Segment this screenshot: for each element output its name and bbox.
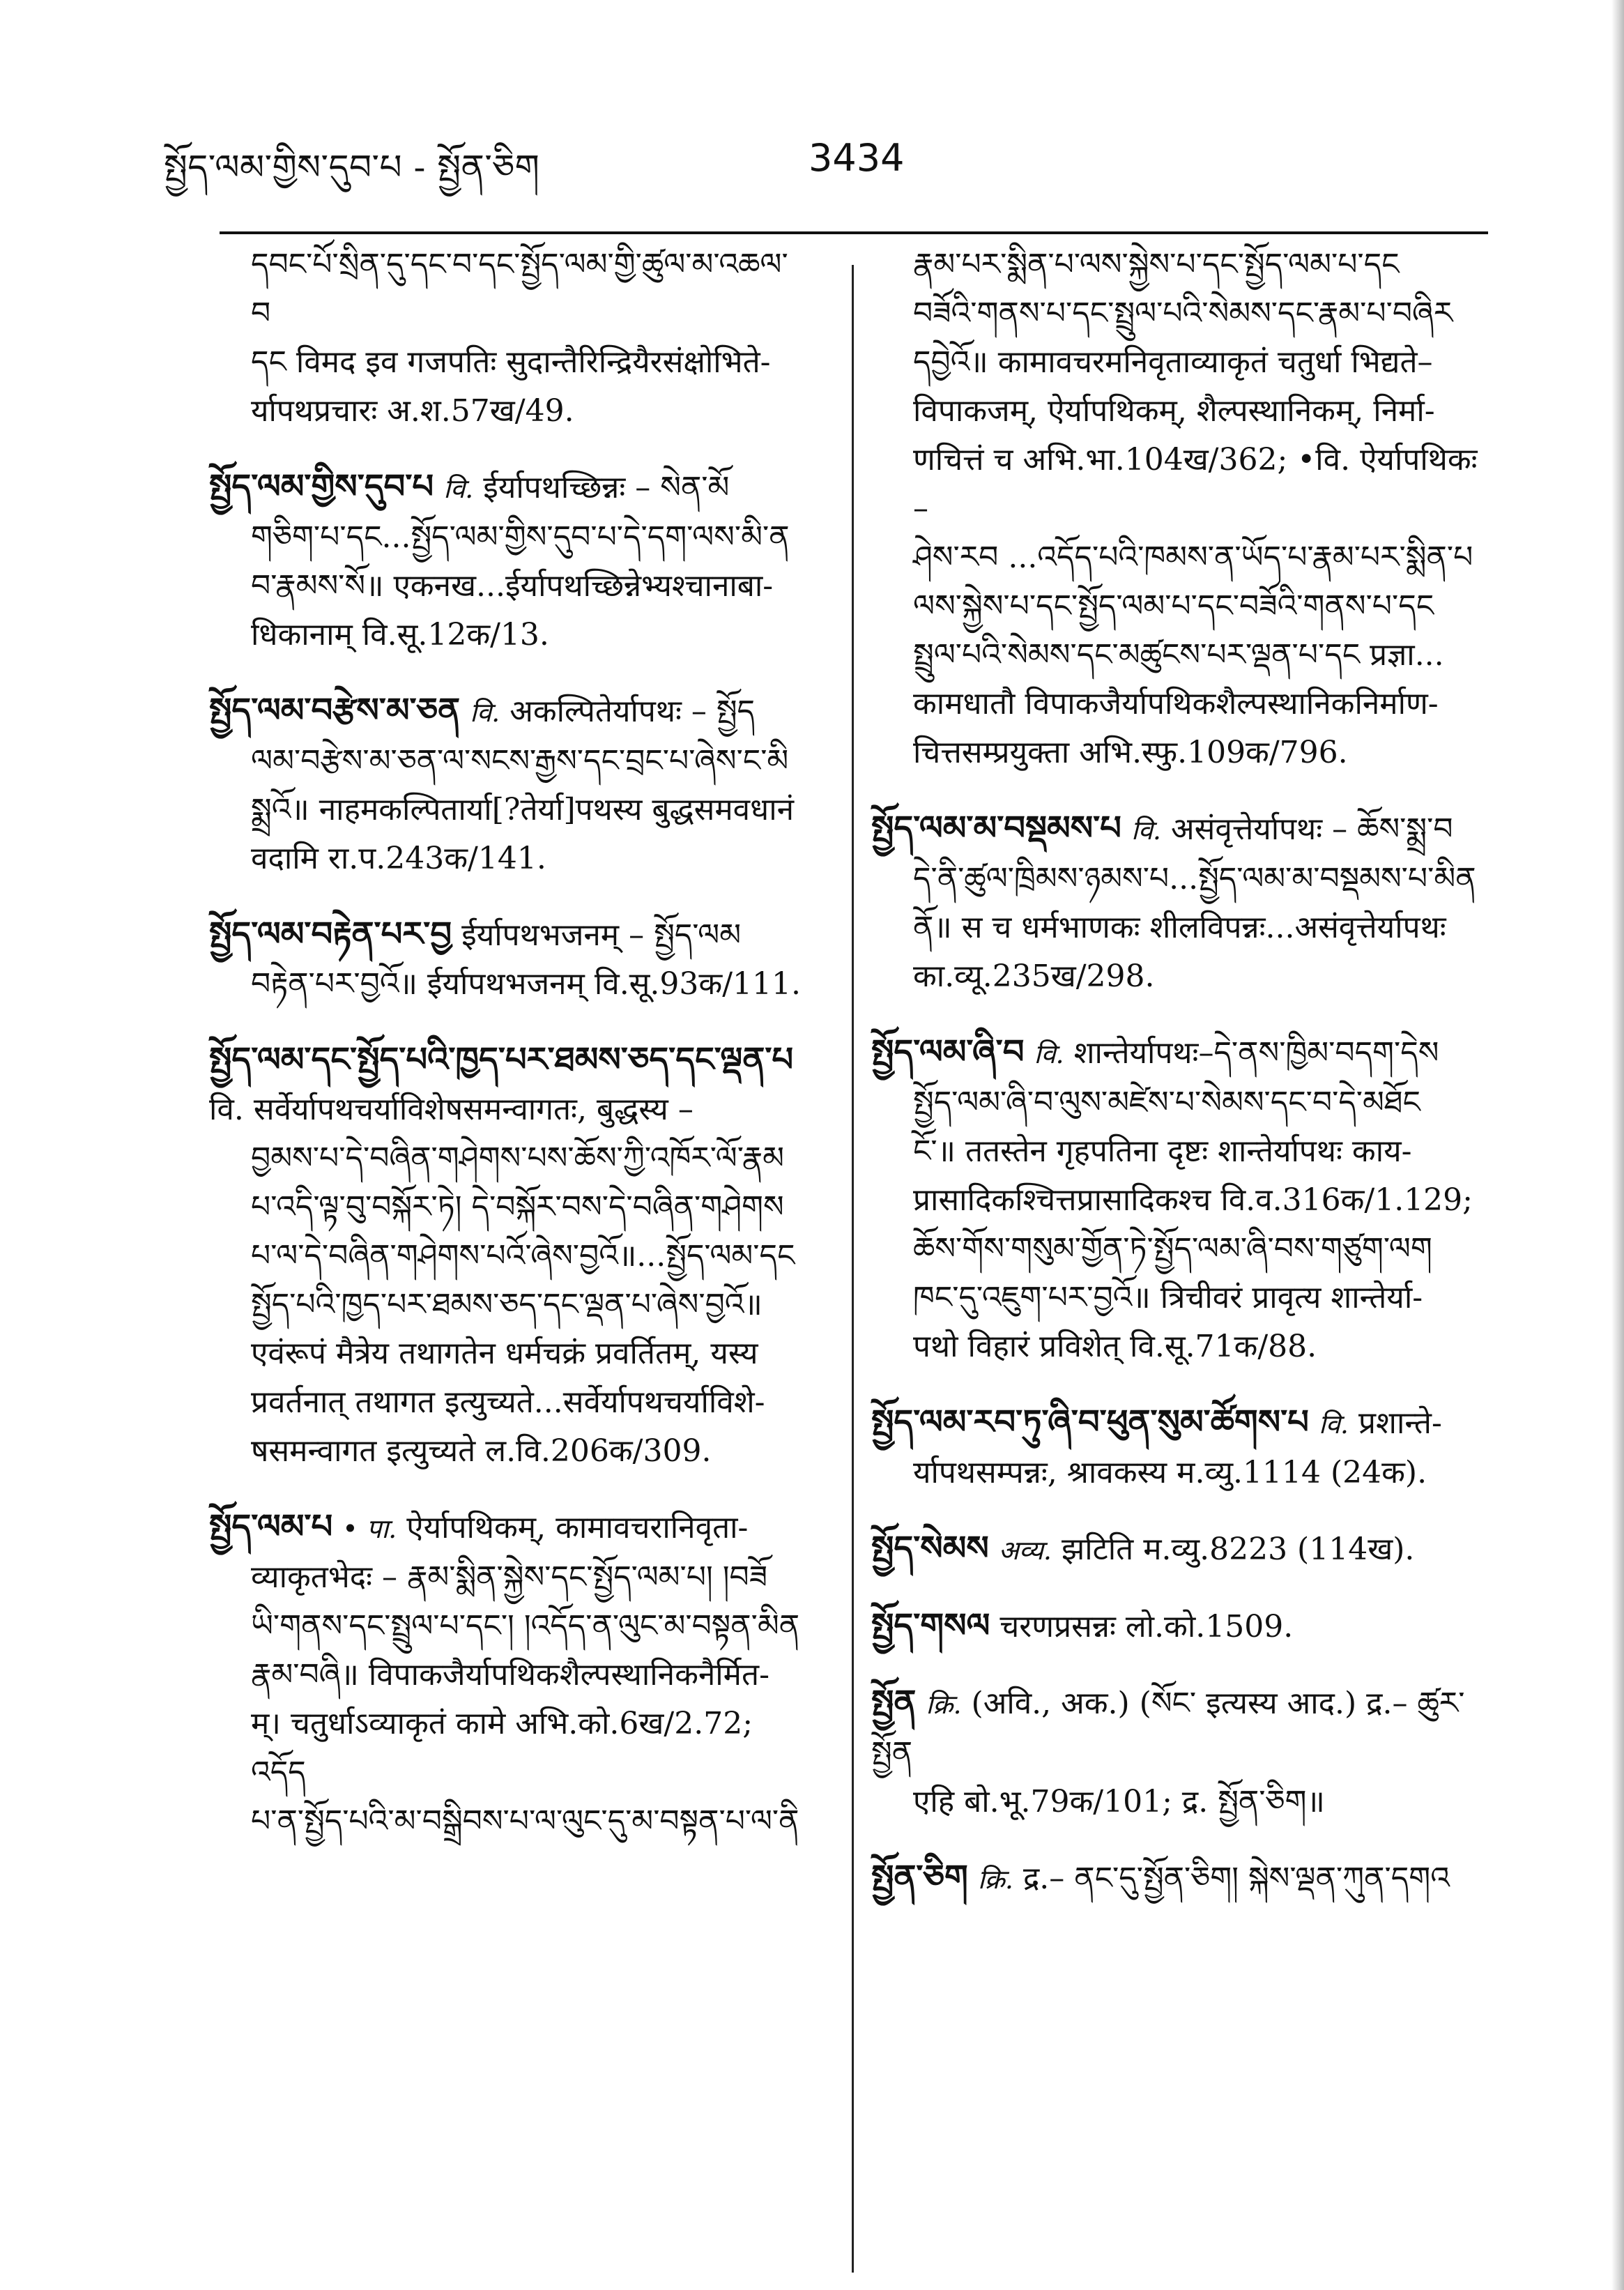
page-header: [0, 0, 1624, 230]
entry-text: द्र.– ནང་དུ་སྤྱོན་ཅིག། སྐེས་ལྡན་ཀུན་དགའ: [1022, 1861, 1450, 1896]
entry-line: [209, 562, 802, 611]
entry-text: वि. सर्वेर्यापथचर्याविशेषसमन्वागतः, बुद्धस्य –: [209, 1092, 694, 1127]
grammar-label: • पा.: [342, 1513, 397, 1544]
dictionary-entry: [871, 1601, 1485, 1651]
headword: སྤྱོད་གསལ: [871, 1606, 990, 1645]
headword: སྤྱོན: [871, 1683, 917, 1722]
entry-line: [871, 952, 1485, 1001]
dictionary-entry: [871, 241, 1485, 777]
entry-line: [871, 338, 1485, 387]
entry-line: [871, 1078, 1485, 1127]
column-divider: [852, 265, 854, 2273]
entry-line: [871, 1778, 1485, 1826]
entry-line: [209, 1602, 802, 1651]
dictionary-entry: [209, 1035, 802, 1476]
entry-line: [871, 631, 1485, 680]
entry-line: [209, 513, 802, 562]
entry-text: ऐर्यापथिकम्, कामावचरानिवृता-: [406, 1510, 749, 1545]
entry-line: [209, 611, 802, 659]
headword: སྤྱོད་ལམ་དང་སྤྱོད་པའི་ཁྱད་པར་ཐམས་ཅད་དང་ལྡན་པ: [209, 1040, 794, 1079]
entry-text: वदामि रा.प.243क/141.: [251, 841, 546, 876]
entry-line: [871, 436, 1485, 533]
entry-text: ལས་སྐྱེས་པ་དང་སྤྱོད་ལམ་པ་དང་བཟོའི་གནས་པ་དང: [913, 588, 1434, 624]
grammar-label: वि.: [1318, 1409, 1349, 1440]
entry-line: [871, 680, 1485, 728]
entry-text: म्। चतुर्धाऽव्याकृतं कामे अभि.को.6ख/2.72; འདོད: [251, 1706, 753, 1790]
dictionary-entry: [209, 462, 802, 659]
entry-line: [871, 728, 1485, 777]
entry-line: [871, 241, 1485, 289]
dictionary-entry: [871, 1678, 1485, 1826]
headword: སྤྱོད་ལམ་བརྩེས་མ་ཅན: [209, 691, 461, 730]
entry-line: [209, 1700, 802, 1797]
entry-text: རྣམ་པར་སྨིན་པ་ལས་སྐྱེས་པ་དང་སྤྱོད་ལམ་པ་དང: [913, 247, 1400, 282]
entry-text: शान्तेर्यापथः–དེ་ནས་ཁྱིམ་བདག་དེས: [1073, 1035, 1439, 1071]
left-column: [209, 241, 802, 1872]
entry-text: པ་འདི་ལྟ་བུ་བསྐོར་ཏེ། དེ་བསྐོར་བས་དེ་བཞིན་གཤེགས: [251, 1189, 784, 1225]
entry-text: དབང་པོ་སྲིན་དུ་དང་བ་དང་སྤྱོད་ལམ་གྱི་ཚུལ་མ་འཆལ་བ: [251, 247, 788, 331]
entry-line: [871, 289, 1485, 338]
dictionary-entry: [871, 1028, 1485, 1371]
entry-line: [209, 387, 802, 436]
entry-text: ཁང་དུ་འཇུག་པར་བྱའོ॥ त्रिचीवरं प्रावृत्य शान्तेर्या-: [913, 1280, 1423, 1315]
headword: སྤྱོད་ལམ་རབ་ཏུ་ཞི་བ་ཕུན་སུམ་ཚོགས་པ: [871, 1403, 1309, 1442]
entry-line: [871, 1176, 1485, 1225]
entry-text: པ་ན་སྤྱོད་པའི་མ་བསྒྲིབས་པ་ལ་ལུང་དུ་མ་བསྟན་པ་ལ་ནི: [251, 1803, 799, 1839]
entry-text: བ་རྣམས་སོ॥ एकनख...ईर्यापथच्छिन्नेभ्यश्चानाबा-: [251, 568, 774, 604]
entry-line: [871, 533, 1485, 582]
entry-line: [209, 338, 802, 387]
entry-text: र्यापथसम्पन्नः, श्रावकस्य म.व्यु.1114 (24क).: [913, 1455, 1427, 1490]
entry-line: [209, 1232, 802, 1281]
entry-line: [209, 960, 802, 1009]
headword: སྤྱོད་ལམ་མ་བསྡམས་པ: [871, 809, 1121, 848]
entry-line: [209, 786, 802, 834]
entry-text: व्याकृतभेदः – རྣམ་སྨིན་སྐྱེས་དང་སྤྱོད་ལམ་པ། །བཟོ: [251, 1559, 768, 1595]
entry-line: [209, 1035, 802, 1134]
entry-text: (अवि., अक.) (སོང་ इत्यस्य आद.) द्र.– ཚུར་སྤྱོན: [871, 1686, 1465, 1771]
entry-text: བྱམས་པ་དེ་བཞིན་གཤེགས་པས་ཆོས་ཀྱི་འཁོར་ལོ་རྣམ: [251, 1140, 784, 1176]
headword: སྤྱོད་ལམ་ཞི་བ: [871, 1032, 1025, 1071]
entry-text: ལམ་བརྩེས་མ་ཅན་ལ་སངས་རྒྱས་དང་བྲང་པ་ཞེས་ང་མི: [251, 743, 789, 779]
header-rule: [220, 231, 1488, 234]
grammar-label: अव्य.: [998, 1535, 1052, 1566]
entry-text: असंवृत्तेर्यापथः – ཆོས་སྨྲ་བ: [1171, 811, 1453, 847]
dictionary-entry: [209, 241, 802, 436]
entry-line: [209, 1651, 802, 1700]
grammar-label: क्रि.: [926, 1689, 962, 1720]
entry-text: प्रशान्ते-: [1358, 1405, 1442, 1441]
entry-line: [209, 1134, 802, 1183]
entry-line: [871, 1524, 1485, 1575]
entry-text: སྤྱོད་པའི་ཁྱད་པར་ཐམས་ཅད་དང་ལྡན་པ་ཞེས་བྱའོ॥: [251, 1287, 763, 1322]
entry-line: [209, 1427, 802, 1476]
entry-text: ईर्यापथभजनम् – སྤྱོད་ལམ: [461, 917, 742, 953]
entry-line: [209, 686, 802, 737]
entry-text: བཟོའི་གནས་པ་དང་སྤྲུལ་པའི་སེམས་དང་རྣམ་པ་བཞིར: [913, 296, 1453, 331]
entry-text: प्रवर्तनात् तथागत इत्युच्यते...सर्वेर्यापथचर्याविशे-: [251, 1384, 765, 1420]
entry-text: र्यापथप्रचारः अ.श.57ख/49.: [251, 393, 574, 429]
entry-line: [209, 1183, 802, 1232]
entry-line: [209, 737, 802, 786]
dictionary-entry: [209, 686, 802, 883]
entry-text: अकल्पितेर्यापथः – སྤྱོད: [510, 694, 756, 729]
entry-text: དང विमद इव गजपतिः सुदान्तैरिन्द्रियैरसंक्षोभिते-: [251, 344, 771, 380]
entry-line: [871, 1127, 1485, 1176]
entry-line: [871, 387, 1485, 436]
entry-line: [209, 1281, 802, 1329]
entry-text: རྣམ་བཞི॥ विपाकजैर्यापथिकशैल्पस्थानिकनैर्मित-: [251, 1657, 769, 1693]
headword: སྤྱོད་ལམ་གྱིས་དུབ་པ: [209, 467, 434, 506]
entry-line: [871, 1322, 1485, 1371]
dictionary-entry: [871, 804, 1485, 1001]
entry-text: धिकानाम् वि.सू.12क/13.: [251, 617, 549, 652]
entry-text: དབྱེའོ॥ कामावचरमनिवृताव्याकृतं चतुर्धा भिद्यते–: [913, 344, 1433, 380]
entry-text: झटिति म.व्यु.8223 (114ख).: [1061, 1532, 1415, 1567]
entry-line: [871, 1678, 1485, 1778]
entry-text: एवंरूपं मैत्रेय तथागतेन धर्मचक्रं प्रवर्तितम्, यस्य: [251, 1336, 758, 1371]
entry-text: का.व्यू.235ख/298.: [913, 959, 1155, 994]
page-number: 3434: [809, 136, 905, 180]
entry-text: བརྟེན་པར་བྱའོ॥ ईर्यापथभजनम् वि.सू.93क/111.: [251, 966, 801, 1002]
entry-text: ཡི་གནས་དང་སྤྲུལ་པ་དང་། །འདོད་ན་ལུང་མ་བསྟན་མིན: [251, 1608, 800, 1644]
entry-line: [209, 1378, 802, 1427]
entry-text: कामधातौ विपाकजैर्यापथिकशैल्पस्थानिकनिर्माण-: [913, 686, 1439, 722]
entry-line: [209, 834, 802, 883]
scan-edge: [1611, 0, 1624, 2290]
entry-line: [209, 1553, 802, 1602]
entry-line: [209, 462, 802, 513]
running-head: སྤྱོད་ལམ་གྱིས་དུབ་པ - སྤྱོན་ཅིག: [164, 147, 540, 188]
entry-line: [209, 1502, 802, 1553]
entry-line: [871, 1225, 1485, 1274]
entry-text: སྤྲུལ་པའི་སེམས་དང་མཚུངས་པར་ལྡན་པ་དང प्रज्ञा...: [913, 637, 1444, 673]
entry-text: षसमन्वागत इत्युच्यते ल.वि.206क/309.: [251, 1433, 712, 1469]
grammar-label: वि.: [1131, 815, 1162, 846]
dictionary-entry: [209, 1502, 802, 1846]
entry-line: [871, 903, 1485, 952]
entry-line: [871, 1449, 1485, 1497]
grammar-label: क्रि.: [977, 1864, 1013, 1895]
grammar-label: वि.: [443, 473, 474, 504]
entry-line: [871, 1853, 1485, 1904]
entry-line: [871, 855, 1485, 903]
headword: སྤྱོད་ལམ་པ: [209, 1507, 333, 1546]
entry-text: एहि बो.भू.79क/101; द्र. སྤྱོན་ཅིག॥: [913, 1784, 1325, 1819]
entry-text: णचित्तं च अभि.भा.104ख/362; •वि. ऐर्यापथिकः –: [913, 442, 1478, 526]
entry-text: གཅིག་པ་དང...སྤྱོད་ལམ་གྱིས་དུབ་པ་དེ་དག་ལས་མི་ན: [251, 519, 790, 555]
entry-text: སྨྲའོ॥ नाहमकल्पितार्या[?तेर्या]पथस्य बुद्धसमवधानं: [251, 792, 795, 827]
grammar-label: वि.: [1034, 1039, 1064, 1069]
entry-text: སྤྱོད་ལམ་ཞི་བ་ལུས་མཛེས་པ་སེམས་དང་བ་དེ་མཐོང: [913, 1085, 1420, 1120]
entry-line: [209, 1329, 802, 1378]
entry-line: [209, 1797, 802, 1846]
headword: སྤྱོད་ལམ་བརྟེན་པར་བྱ: [209, 915, 452, 954]
entry-text: विपाकजम्, ऐर्यापथिकम्, शैल्पस्थानिकम्, निर्मा-: [913, 393, 1435, 429]
entry-line: [871, 1601, 1485, 1651]
entry-text: ཆོས་གོས་གསུམ་གྱོན་ཏེ་སྤྱོད་ལམ་ཞི་བས་གཙུག་ལག: [913, 1231, 1432, 1267]
dictionary-entry: [871, 1853, 1485, 1904]
entry-text: ཤེས་རབ ...འདོད་པའི་ཁམས་ན་ཡོད་པ་རྣམ་པར་སྨིན་པ: [913, 540, 1473, 575]
entry-line: [209, 241, 802, 338]
entry-text: དེ་ནི་ཚུལ་ཁྲིམས་ཉམས་པ...སྤྱོད་ལམ་མ་བསྡམས་པ་མིན: [913, 861, 1476, 896]
entry-line: [871, 582, 1485, 631]
entry-text: པ་ལ་དེ་བཞིན་གཤེགས་པའོ་ཞེས་བྱའོ॥...སྤྱོད་ལམ་དང: [251, 1238, 795, 1274]
entry-text: चरणप्रसन्नः लो.को.1509.: [999, 1609, 1294, 1644]
grammar-label: वि.: [470, 697, 500, 728]
entry-line: [209, 910, 802, 960]
headword: སྤྱོན་ཅིག: [871, 1858, 968, 1897]
entry-line: [871, 1398, 1485, 1449]
entry-text: चित्तसम्प्रयुक्ता अभि.स्फु.109क/796.: [913, 735, 1348, 770]
entry-line: [871, 1274, 1485, 1322]
dictionary-entry: [871, 1524, 1485, 1575]
entry-text: पथो विहारं प्रविशेत् वि.सू.71क/88.: [913, 1329, 1317, 1364]
entry-text: ངོ་॥ ततस्तेन गृहपतिना दृष्टः शान्तेर्यापथः काय-: [913, 1133, 1412, 1169]
entry-text: ईर्यापथच्छिन्नः – སེན་མོ: [483, 470, 730, 505]
entry-text: प्रासादिकश्चित्तप्रासादिकश्च वि.व.316क/1.129;: [913, 1182, 1473, 1218]
entry-line: [871, 804, 1485, 855]
entry-text: ནོ॥ स च धर्मभाणकः शीलविपन्नः...असंवृत्तेर्यापथः: [913, 910, 1446, 945]
dictionary-entry: [871, 1398, 1485, 1497]
right-column: [871, 241, 1485, 1930]
dictionary-entry: [209, 910, 802, 1009]
entry-line: [871, 1028, 1485, 1078]
headword: སྤྱོད་སེམས: [871, 1529, 989, 1568]
